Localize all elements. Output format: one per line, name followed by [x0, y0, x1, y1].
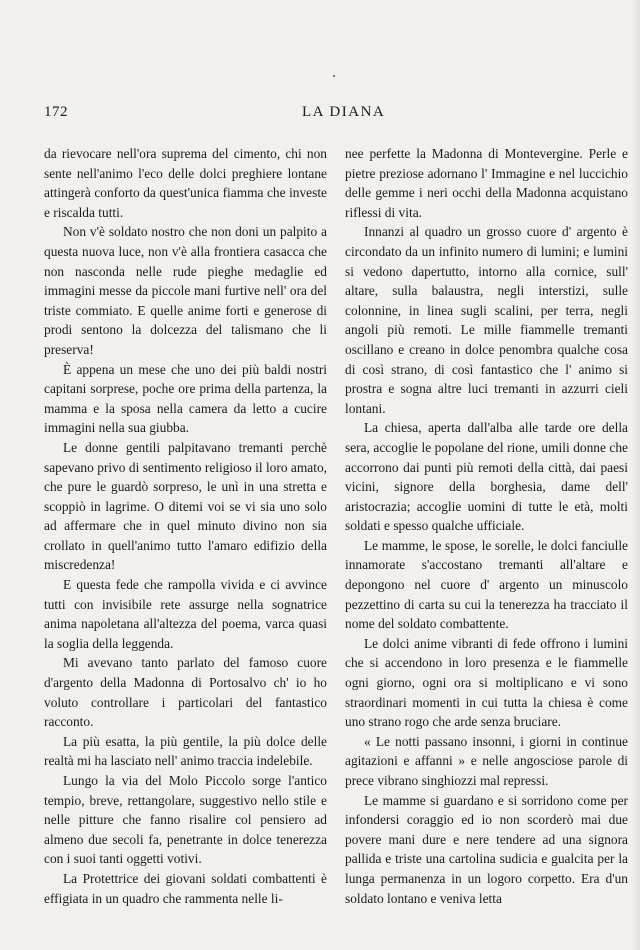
page-header: [44, 104, 632, 124]
paragraph: La chiesa, aperta dall'alba alle tarde ore della sera, accoglie le popolane del rione, umili donne che accorrono dai punti più remoti della città, dai paesi vicini, signore della borghesia, dame dell' aristocrazia; accoglie uomini di tutte le età, molti soldati e spesso qualche ufficiale.: [345, 420, 628, 534]
paragraph: Innanzi al quadro un grosso cuore d' argento è circondato da un infinito numero di lumini; e lumini si vedono dapertutto, intorno alla cornice, sull' altare, sulla balaustra, negli interstizi, sulle colonnine, in linea sugli scalini, per terra, negli angoli più remoti. Le mille fiammelle tremanti oscillano e creano in dolce penombra qualche cosa di così strano, di così fantastico che l' animo si prostra e sogna altre luci tremanti in azzurri cieli lontani.: [345, 224, 628, 416]
right-column: [345, 144, 628, 908]
paragraph: Mi avevano tanto parlato del famoso cuore d'argento della Madonna di Portosalvo ch' io ho voluto controllare i particolari del fantastico racconto.: [44, 655, 327, 730]
paragraph: Lungo la via del Molo Piccolo sorge l'antico tempio, breve, rettangolare, suggestivo nello stile e nelle pitture che fanno risalire col pensiero ad almeno due secoli fa, penetrante in dolce tenerezza con i suoi tanti oggetti votivi.: [44, 773, 327, 867]
running-title: LA DIANA: [302, 104, 386, 120]
paragraph: Le mamme, le spose, le sorelle, le dolci fanciulle innamorate s'accostano tremanti all'altare e depongono nel cuore d' argento un minuscolo pezzettino di carta su cui la tenerezza ha tracciato il nome del soldato combattente.: [345, 537, 628, 632]
paragraph: Non v'è soldato nostro che non doni un palpito a questa nuova luce, non v'è alla frontiera casacca che non nasconda nelle rude pieghe medaglie ed immagini messe da piccole mani furtive nell' ora del triste commiato. E quelle anime forti e generose di prodi sentono la dolcezza del talismano che li preserva!: [44, 224, 327, 357]
paragraph: È appena un mese che uno dei più baldi nostri capitani sorprese, poche ore prima della partenza, la mamma e la sposa nella camera da letto a cucire immagini nella sua giubba.: [44, 361, 327, 436]
paragraph: « Le notti passano insonni, i giorni in continue agitazioni e affanni » e nelle angosciose parole di prece vibrano singhiozzi mal repressi.: [345, 733, 628, 788]
paragraph: E questa fede che rampolla vivida e ci avvince tutti con invisibile rete assurge nella sognatrice anima napoletana all'altezza del poema, varca quasi la soglia della leggenda.: [44, 577, 327, 651]
paragraph: Le dolci anime vibranti di fede offrono i lumini che si accendono in loro presenza e le fiammelle ogni giorno, ogni ora si moltiplicano e vi sono straordinari momenti in cui tutta la chiesa è come uno strano rogo che arde senza bruciare.: [345, 635, 628, 730]
paragraph: nee perfette la Madonna di Montevergine. Perle e pietre preziose adornano l' Immagine e nel luccichio delle gemme i neri occhi della Madonna acquistano riflessi di vita.: [345, 146, 628, 220]
page-number: 172: [44, 104, 68, 120]
paragraph: da rievocare nell'ora suprema del cimento, chi non sente nell'animo l'eco delle dolci preghiere lontane attingerà conforto da quest'unica fiamma che investe e riscalda tutti.: [44, 146, 327, 220]
ink-speck: [333, 75, 335, 77]
paragraph: Le mamme si guardano e si sorridono come per infondersi coraggio ed io non scorderò mai due povere mani dure e nere tendere ad una signora pallida e triste una cartolina sudicia e gualcita per la lunga permanenza in un logoro corpetto. Era d'un soldato lontano e veniva letta: [345, 792, 628, 906]
page-edge-shadow: [632, 0, 640, 950]
paragraph: Le donne gentili palpitavano tremanti perchè sapevano privo di sentimento religioso il loro amato, che pure le guardò sorpreso, le unì in una stretta e scoppiò in lagrime. O ditemi voi se vi sia uno solo ad affermare che in quel minuto divino non sia crollato in quell'animo tutto l'amaro edifizio della miscredenza!: [44, 439, 327, 573]
paragraph: La Protettrice dei giovani soldati combattenti è effigiata in un quadro che rammenta nelle li-: [44, 870, 327, 906]
left-column: [44, 144, 327, 908]
paragraph: La più esatta, la più gentile, la più dolce delle realtà mi ha lasciato nell' animo traccia indelebile.: [44, 733, 327, 769]
